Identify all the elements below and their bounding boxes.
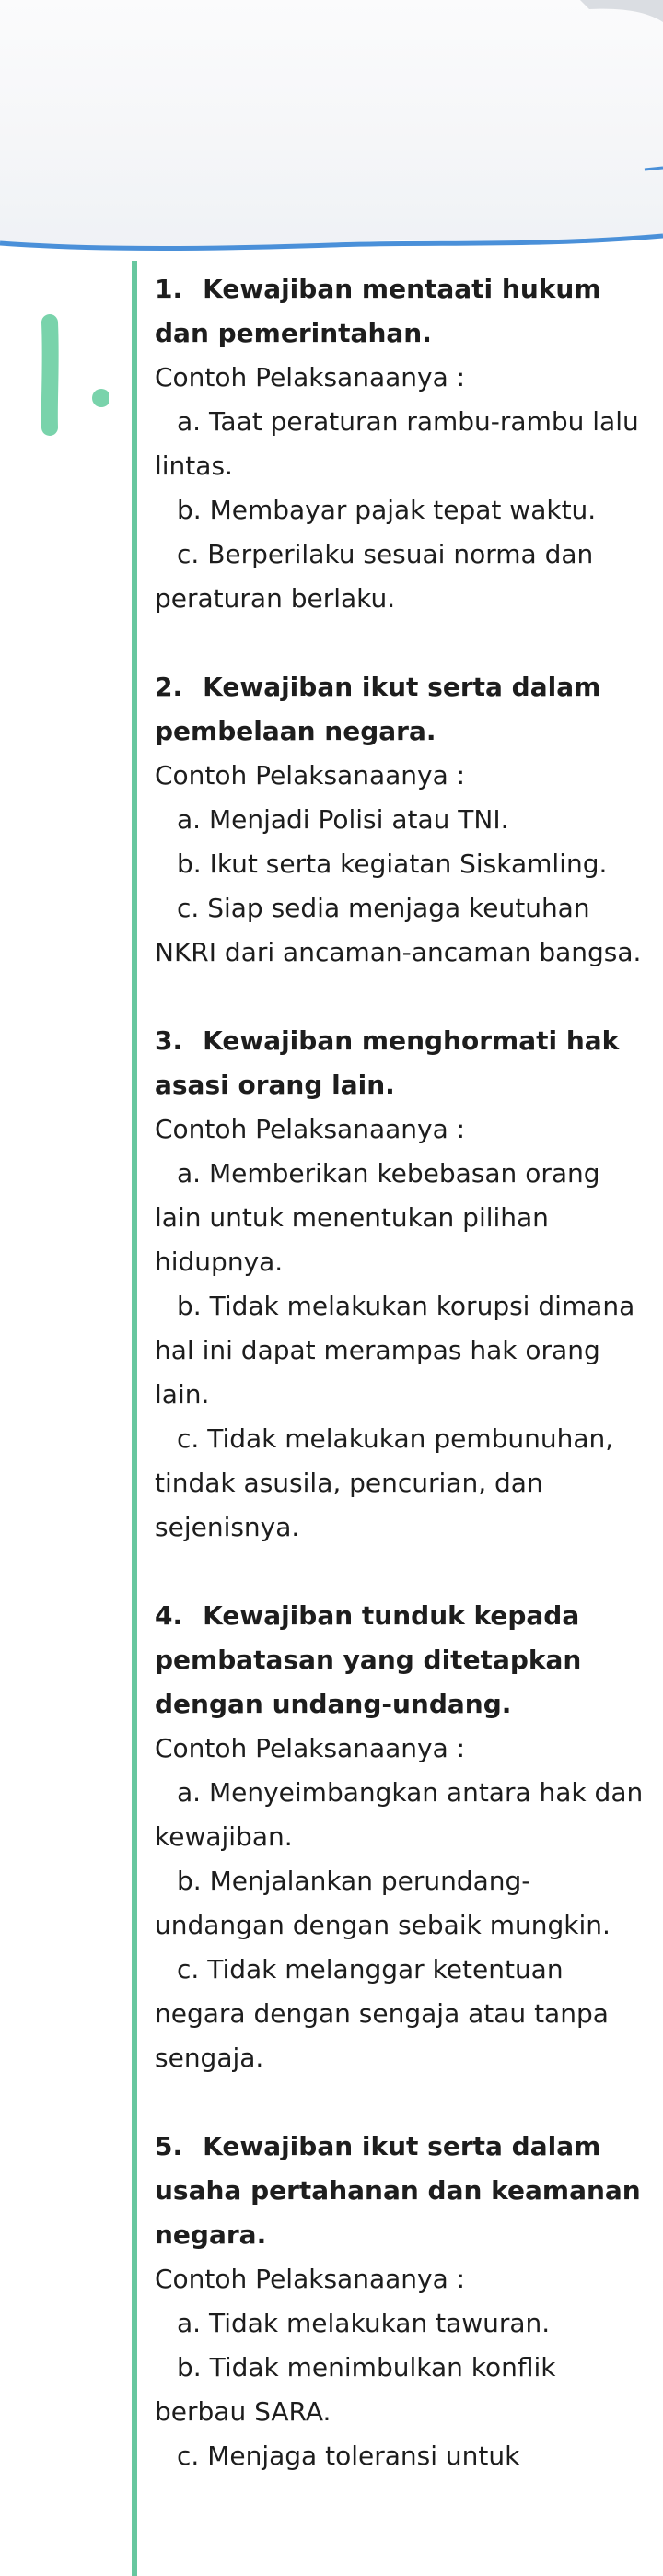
example-item: b. Membayar pajak tepat waktu. bbox=[177, 495, 597, 525]
example-item: c. Siap sedia menjaga keutuhan NKRI dari ancaman-ancaman bangsa. bbox=[155, 893, 642, 967]
example-item: b. Ikut serta kegiatan Siskamling. bbox=[177, 849, 608, 879]
example-label: Contoh Pelaksanaanya : bbox=[155, 362, 466, 392]
duty-title: Kewajiban menghormati hak asasi orang lain. bbox=[155, 1025, 620, 1100]
duties-list bbox=[155, 267, 652, 2523]
duty-heading bbox=[155, 1594, 652, 1727]
example-label: Contoh Pelaksanaanya : bbox=[155, 760, 466, 790]
example-item: c. Menjaga toleransi untuk bbox=[177, 2441, 520, 2471]
duty-number: 5. bbox=[155, 2131, 183, 2161]
duty-section bbox=[155, 1019, 652, 1550]
blue-border-stripe bbox=[0, 0, 663, 263]
duty-section bbox=[155, 1594, 652, 2080]
duty-section bbox=[155, 2125, 652, 2478]
margin-line bbox=[132, 261, 137, 2576]
example-item: c. Tidak melakukan pembunuhan, tindak asusila, pencurian, dan sejenisnya. bbox=[155, 1423, 614, 1542]
duty-heading bbox=[155, 1019, 652, 1107]
handwritten-numeral-one bbox=[35, 310, 109, 448]
duty-section bbox=[155, 665, 652, 975]
example-item: a. Taat peraturan rambu-rambu lalu lintas. bbox=[155, 406, 639, 481]
duty-heading bbox=[155, 665, 652, 754]
duty-title: Kewajiban ikut serta dalam pembelaan negara. bbox=[155, 672, 601, 746]
duty-heading bbox=[155, 267, 652, 356]
example-label: Contoh Pelaksanaanya : bbox=[155, 2264, 466, 2294]
example-item: a. Memberikan kebebasan orang lain untuk menentukan pilihan hidupnya. bbox=[155, 1158, 600, 1277]
example-item: c. Berperilaku sesuai norma dan peraturan berlaku. bbox=[155, 539, 594, 614]
page-top-photo-area bbox=[0, 0, 663, 263]
example-label: Contoh Pelaksanaanya : bbox=[155, 1733, 466, 1763]
duty-title: Kewajiban ikut serta dalam usaha pertahanan dan keamanan negara. bbox=[155, 2131, 641, 2250]
duty-number: 4. bbox=[155, 1600, 183, 1631]
duty-heading bbox=[155, 2125, 652, 2257]
example-item: b. Tidak menimbulkan konflik berbau SARA. bbox=[155, 2352, 556, 2427]
duty-title: Kewajiban mentaati hukum dan pemerintahan. bbox=[155, 274, 601, 348]
duty-section bbox=[155, 267, 652, 621]
example-item: b. Menjalankan perundang-undangan dengan sebaik mungkin. bbox=[155, 1866, 611, 1940]
duty-number: 2. bbox=[155, 672, 183, 702]
duty-number: 1. bbox=[155, 274, 183, 304]
example-item: a. Menyeimbangkan antara hak dan kewajiban. bbox=[155, 1777, 644, 1852]
duty-title: Kewajiban tunduk kepada pembatasan yang ditetapkan dengan undang-undang. bbox=[155, 1600, 582, 1719]
example-item: a. Tidak melakukan tawuran. bbox=[177, 2308, 551, 2338]
example-item: c. Tidak melanggar ketentuan negara dengan sengaja atau tanpa sengaja. bbox=[155, 1954, 609, 2073]
example-label: Contoh Pelaksanaanya : bbox=[155, 1114, 466, 1144]
example-item: a. Menjadi Polisi atau TNI. bbox=[177, 804, 509, 835]
example-item: b. Tidak melakukan korupsi dimana hal ini dapat merampas hak orang lain. bbox=[155, 1291, 635, 1410]
duty-number: 3. bbox=[155, 1025, 183, 1056]
